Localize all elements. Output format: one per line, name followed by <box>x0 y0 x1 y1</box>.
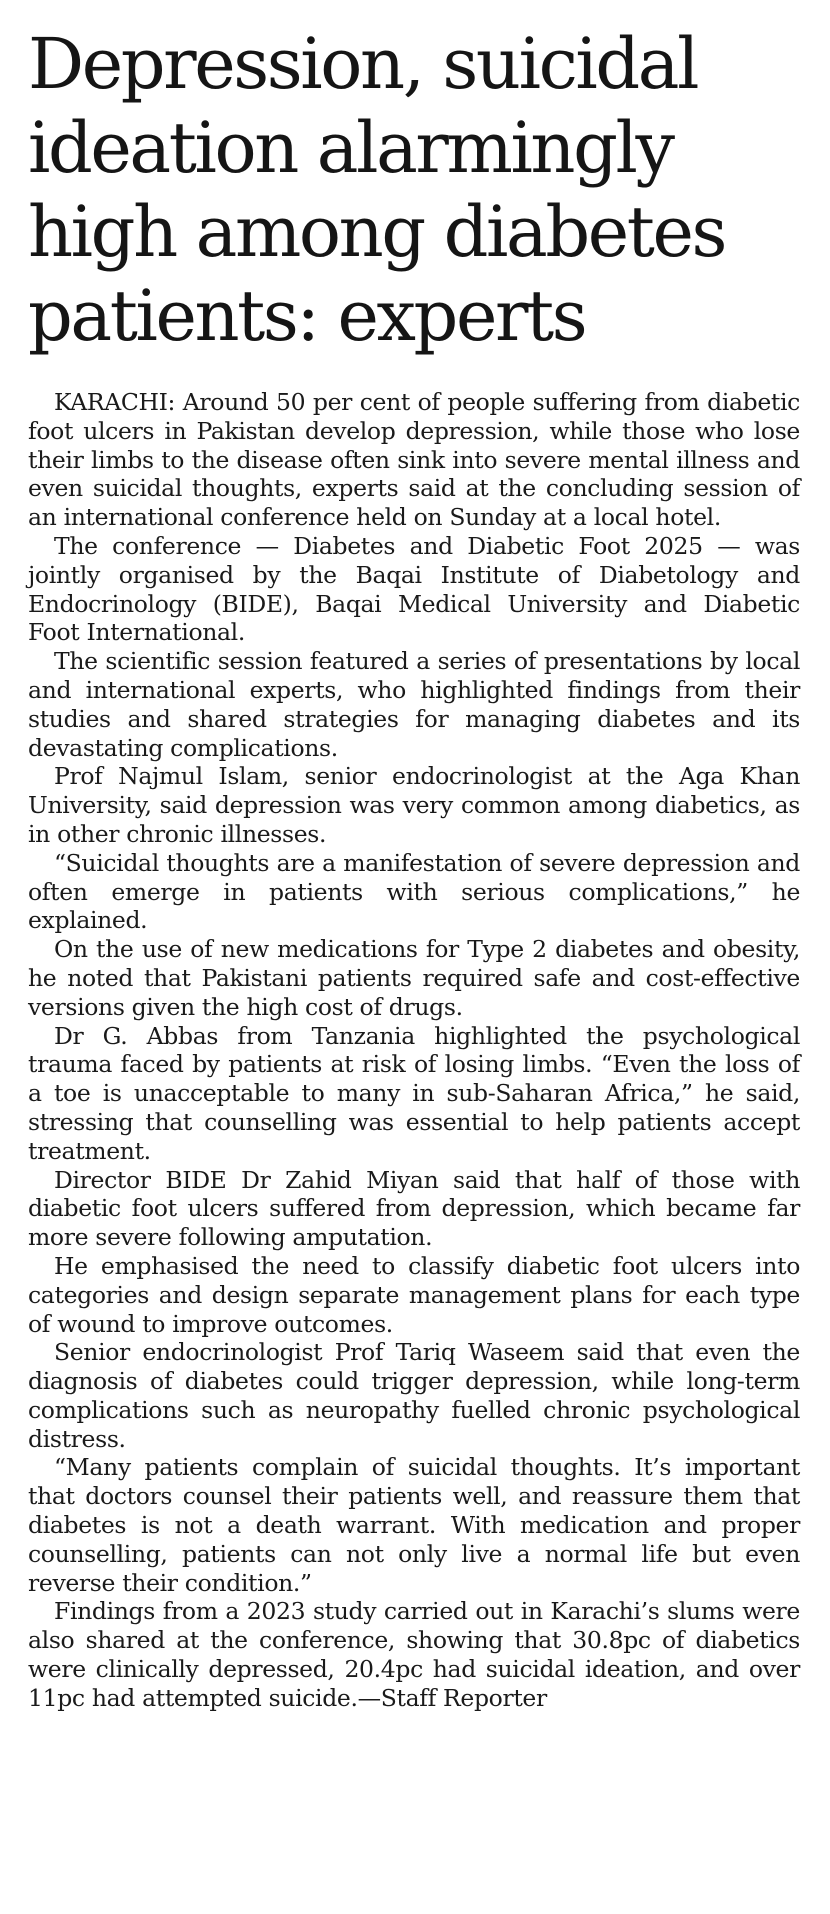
article-paragraph: Prof Najmul Islam, senior endocrinologist at the Aga Khan University, said depression was very common among diabetics, as in other chronic illnesses. <box>28 762 800 848</box>
article-paragraph: The scientific session featured a series of presentations by local and international experts, who highlighted findings from their studies and shared strategies for managing diabetes and its devastating complications. <box>28 647 800 762</box>
article-paragraph: Senior endocrinologist Prof Tariq Waseem said that even the diagnosis of diabetes could trigger depression, while long-term complications such as neuropathy fuelled chronic psychological distress. <box>28 1338 800 1453</box>
article-paragraph: He emphasised the need to classify diabetic foot ulcers into categories and design separate management plans for each type of wound to improve outcomes. <box>28 1251 800 1338</box>
article-paragraph: “Many patients complain of suicidal thoughts. It’s important that doctors counsel their patients well, and reassure them that diabetes is not a death warrant. With medication and proper counselling, patients can not only live a normal life but even reverse their condition.” <box>28 1453 800 1597</box>
article-body <box>28 388 800 1713</box>
article-paragraph: Findings from a 2023 study carried out in Karachi’s slums were also shared at the conference, showing that 30.8pc of diabetics were clinically depressed, 20.4pc had suicidal ideation, and over 11pc had attempted suicide.—Staff Reporter <box>28 1597 800 1712</box>
article-paragraph: KARACHI: Around 50 per cent of people suffering from diabetic foot ulcers in Pakistan develop depression, while those who lose their limbs to the disease often sink into severe mental illness and even suicidal thoughts, experts said at the concluding session of an international conference held on Sunday at a local hotel. <box>28 388 800 532</box>
article-paragraph: Director BIDE Dr Zahid Miyan said that half of those with diabetic foot ulcers suffered from depression, which became far more severe following amputation. <box>28 1165 800 1252</box>
article-paragraph: On the use of new medications for Type 2 diabetes and obesity, he noted that Pakistani patients required safe and cost-effective versions given the high cost of drugs. <box>28 935 800 1021</box>
article-paragraph: The conference — Diabetes and Diabetic Foot 2025 — was jointly organised by the Baqai Institute of Diabetology and Endocrinology (BIDE), Baqai Medical University and Diabetic Foot International. <box>28 531 800 647</box>
article-headline: Depression, suicidal ideation alarmingly high among diabetes patients: experts <box>28 23 726 357</box>
article-paragraph: “Suicidal thoughts are a manifestation of severe depression and often emerge in patients with serious complications,” he explained. <box>28 848 800 935</box>
article-paragraph: Dr G. Abbas from Tanzania highlighted the psychological trauma faced by patients at risk of losing limbs. “Even the loss of a toe is unacceptable to many in sub-Saharan Africa,” he said, stressing that counselling was essential to help patients accept treatment. <box>28 1021 800 1165</box>
